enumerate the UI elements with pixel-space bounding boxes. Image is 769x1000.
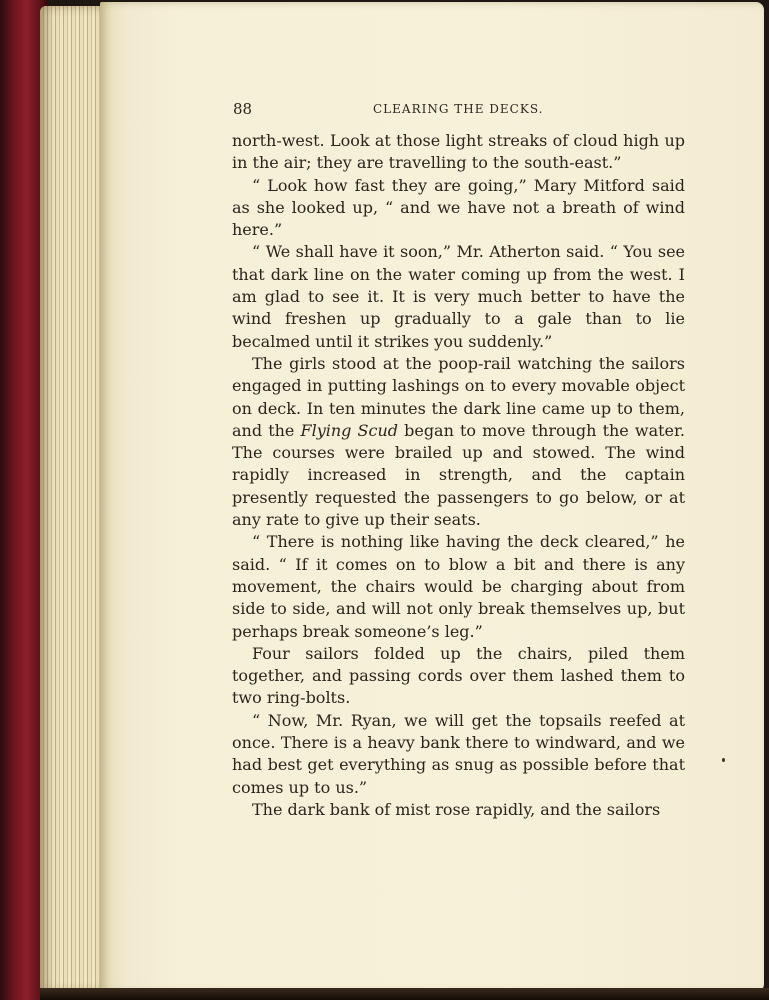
paragraph xyxy=(232,175,685,242)
paragraph-text: “ Look how fast they are going,” Mary Mitford said as she looked up, “ and we have not a breath of wind here.” xyxy=(232,175,685,240)
paragraph-text: began to move through the water. The courses were brailed up and stowed. The wind rapidly increased in strength, and the captain presently requested the passengers to go below, or at any rate to give up their seats. xyxy=(232,420,685,530)
body-text xyxy=(232,130,685,821)
paragraph-text: The girls stood at the poop-rail watching the sailors engaged in putting lashings on to every movable object on deck. In ten minutes the dark line came up to them, and the xyxy=(232,353,685,440)
italic-text: Flying Scud xyxy=(300,420,398,440)
paragraph xyxy=(232,710,685,799)
paragraph-text: “ There is nothing like having the deck cleared,” he said. “ If it comes on to blow a bit and there is any movement, the chairs would be charging about from side to side, and will not only break themselves up, but perhaps break someone’s leg.” xyxy=(232,532,685,641)
paragraph xyxy=(232,531,685,642)
page-speck xyxy=(722,758,725,762)
chapter-title: CLEARING THE DECKS. xyxy=(373,102,544,116)
paragraph xyxy=(232,799,685,821)
page-number: 88 xyxy=(233,100,253,118)
paragraph xyxy=(232,643,685,710)
paragraph xyxy=(232,353,685,531)
paragraph-text: “ Now, Mr. Ryan, we will get the topsails reefed at once. There is a heavy bank there to windward, and we had best get everything as snug as possible before that comes up to us.” xyxy=(232,710,685,797)
paragraph-text: Four sailors folded up the chairs, piled them together, and passing cords over them lashed them to two ring-bolts. xyxy=(232,643,685,708)
paragraph-text: “ We shall have it soon,” Mr. Atherton said. “ You see that dark line on the water coming up from the west. I am glad to see it. It is very much better to have the wind freshen up gradually to a gale than to lie becalmed until it strikes you suddenly.” xyxy=(232,242,685,351)
running-head xyxy=(233,100,685,120)
paragraph-text: north-west. Look at those light streaks of cloud high up in the air; they are travelling to the south-east.” xyxy=(232,131,685,173)
paragraph xyxy=(232,130,685,175)
bottom-shadow xyxy=(40,988,769,1000)
paragraph-text: The dark bank of mist rose rapidly, and the sailors xyxy=(252,799,661,819)
paragraph xyxy=(232,241,685,352)
